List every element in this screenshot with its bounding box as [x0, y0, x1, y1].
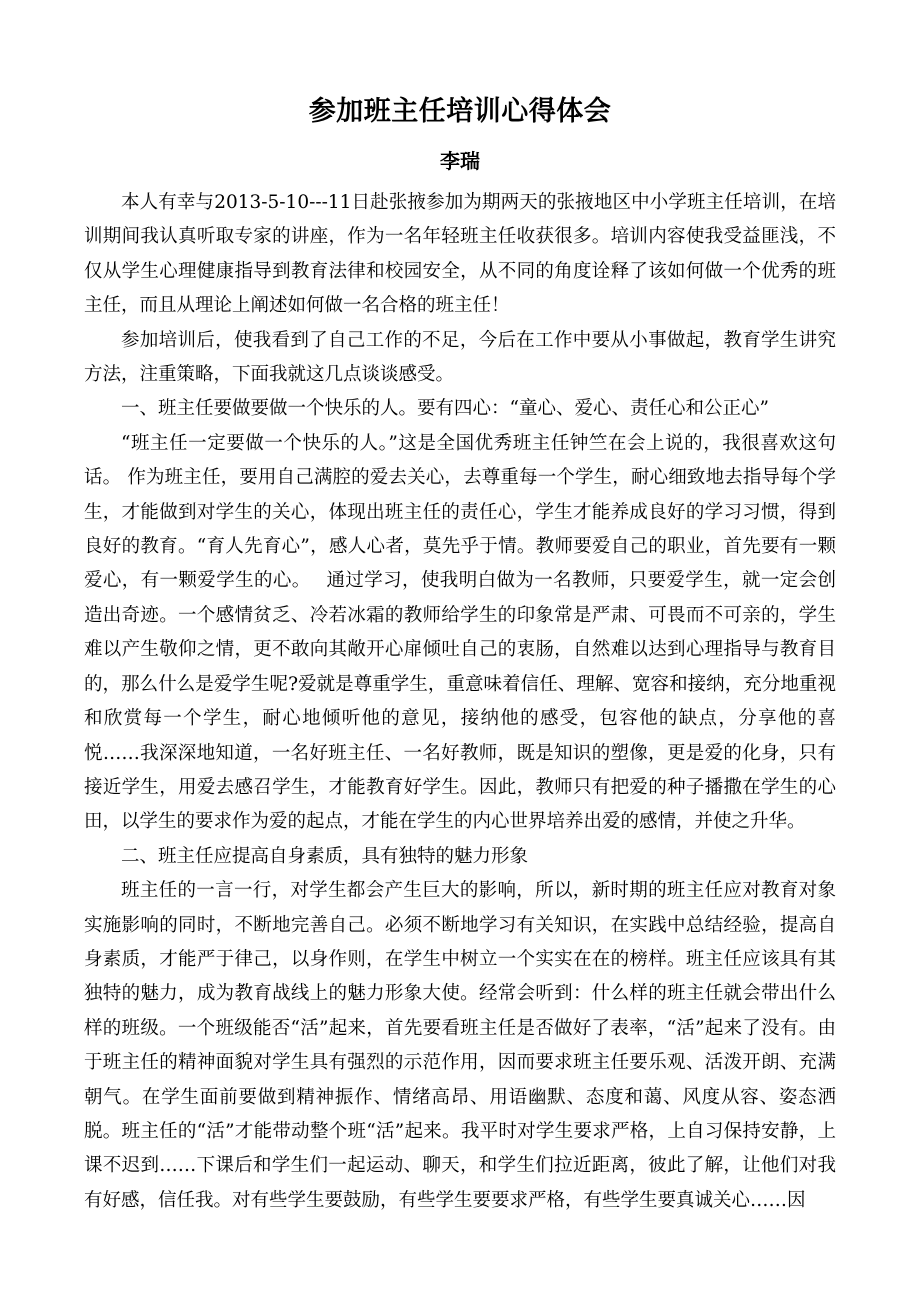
document-author: 李瑞 — [440, 149, 480, 173]
paragraph-intro: 本人有幸与2013-5-10---11日赴张掖参加为期两天的张掖地区中小学班主任培训，在培训期间我认真听取专家的讲座，作为一名年轻班主任收获很多。培训内容使我受益匪浅，不仅从学生心理健康指导到教育法律和校园安全，从不同的角度诠释了该如何做一个优秀的班主任，而且从理论上阐述如何做一名合格的班主任！ — [84, 192, 836, 317]
paragraph-happy-teacher: “班主任一定要做一个快乐的人。”这是全国优秀班主任钟竺在会上说的，我很喜欢这句话。 作为班主任，要用自己满腔的爱去关心，去尊重每一个学生，耐心细致地去指导每个学生，才能做到对学生的关心，体现出班主任的责任心，学生才能养成良好的学习习惯，得到良好的教育。“育人先育心”，感人心者，莫先乎于情。教师要爱自己的职业，首先要有一颗爱心，有一颗爱学生的心。 通过学习，使我明白做为一名教师，只要爱学生，就一定会创造出奇迹。一个感情贫乏、冷若冰霜的教师给学生的印象常是严肃、可畏而不可亲的，学生难以产生敬仰之情，更不敢向其敞开心扉倾吐自己的衷肠，自然难以达到心理指导与教育目的，那么什么是爱学生呢?爱就是尊重学生，重意味着信任、理解、宽容和接纳，充分地重视和欣赏每一个学生，耐心地倾听他的意见，接纳他的感受，包容他的缺点，分享他的喜悦……我深深地知道，一名好班主任、一名好教师，既是知识的塑像，更是爱的化身，只有接近学生，用爱去感召学生，才能教育好学生。因此，教师只有把爱的种子播撒在学生的心田，以学生的要求作为爱的起点，才能在学生的内心世界培养出爱的感情，并使之升华。 — [84, 432, 836, 833]
document-body — [84, 186, 836, 1218]
section-heading-two: 二、班主任应提高自身素质，具有独特的魅力形象 — [121, 845, 529, 867]
paragraph-after-training: 参加培训后，使我看到了自己工作的不足，今后在工作中要从小事做起，教育学生讲究方法，注重策略，下面我就这几点谈谈感受。 — [84, 329, 836, 386]
document-title: 参加班主任培训心得体会 — [308, 96, 612, 127]
section-heading-one: 一、班主任要做要做一个快乐的人。要有四心：“童心、爱心、责任心和公正心” — [121, 398, 769, 420]
paragraph-self-quality: 班主任的一言一行，对学生都会产生巨大的影响，所以，新时期的班主任应对教育对象实施影响的同时，不断地完善自己。必须不断地学习有关知识，在实践中总结经验，提高自身素质，才能严于律己，以身作则，在学生中树立一个实实在在的榜样。班主任应该具有其独特的魅力，成为教育战线上的魅力形象大使。经常会听到：什么样的班主任就会带出什么样的班级。一个班级能否“活”起来，首先要看班主任是否做好了表率，“活”起来了没有。由于班主任的精神面貌对学生具有强烈的示范作用，因而要求班主任要乐观、活泼开朗、充满朝气。在学生面前要做到精神振作、情绪高昂、用语幽默、态度和蔼、风度从容、姿态洒脱。班主任的“活”才能带动整个班“活”起来。我平时对学生要求严格，上自习保持安静，上课不迟到……下课后和学生们一起运动、聊天，和学生们拉近距离，彼此了解，让他们对我有好感，信任我。对有些学生要鼓励，有些学生要要求严格，有些学生要真诚关心……因 — [84, 880, 836, 1211]
